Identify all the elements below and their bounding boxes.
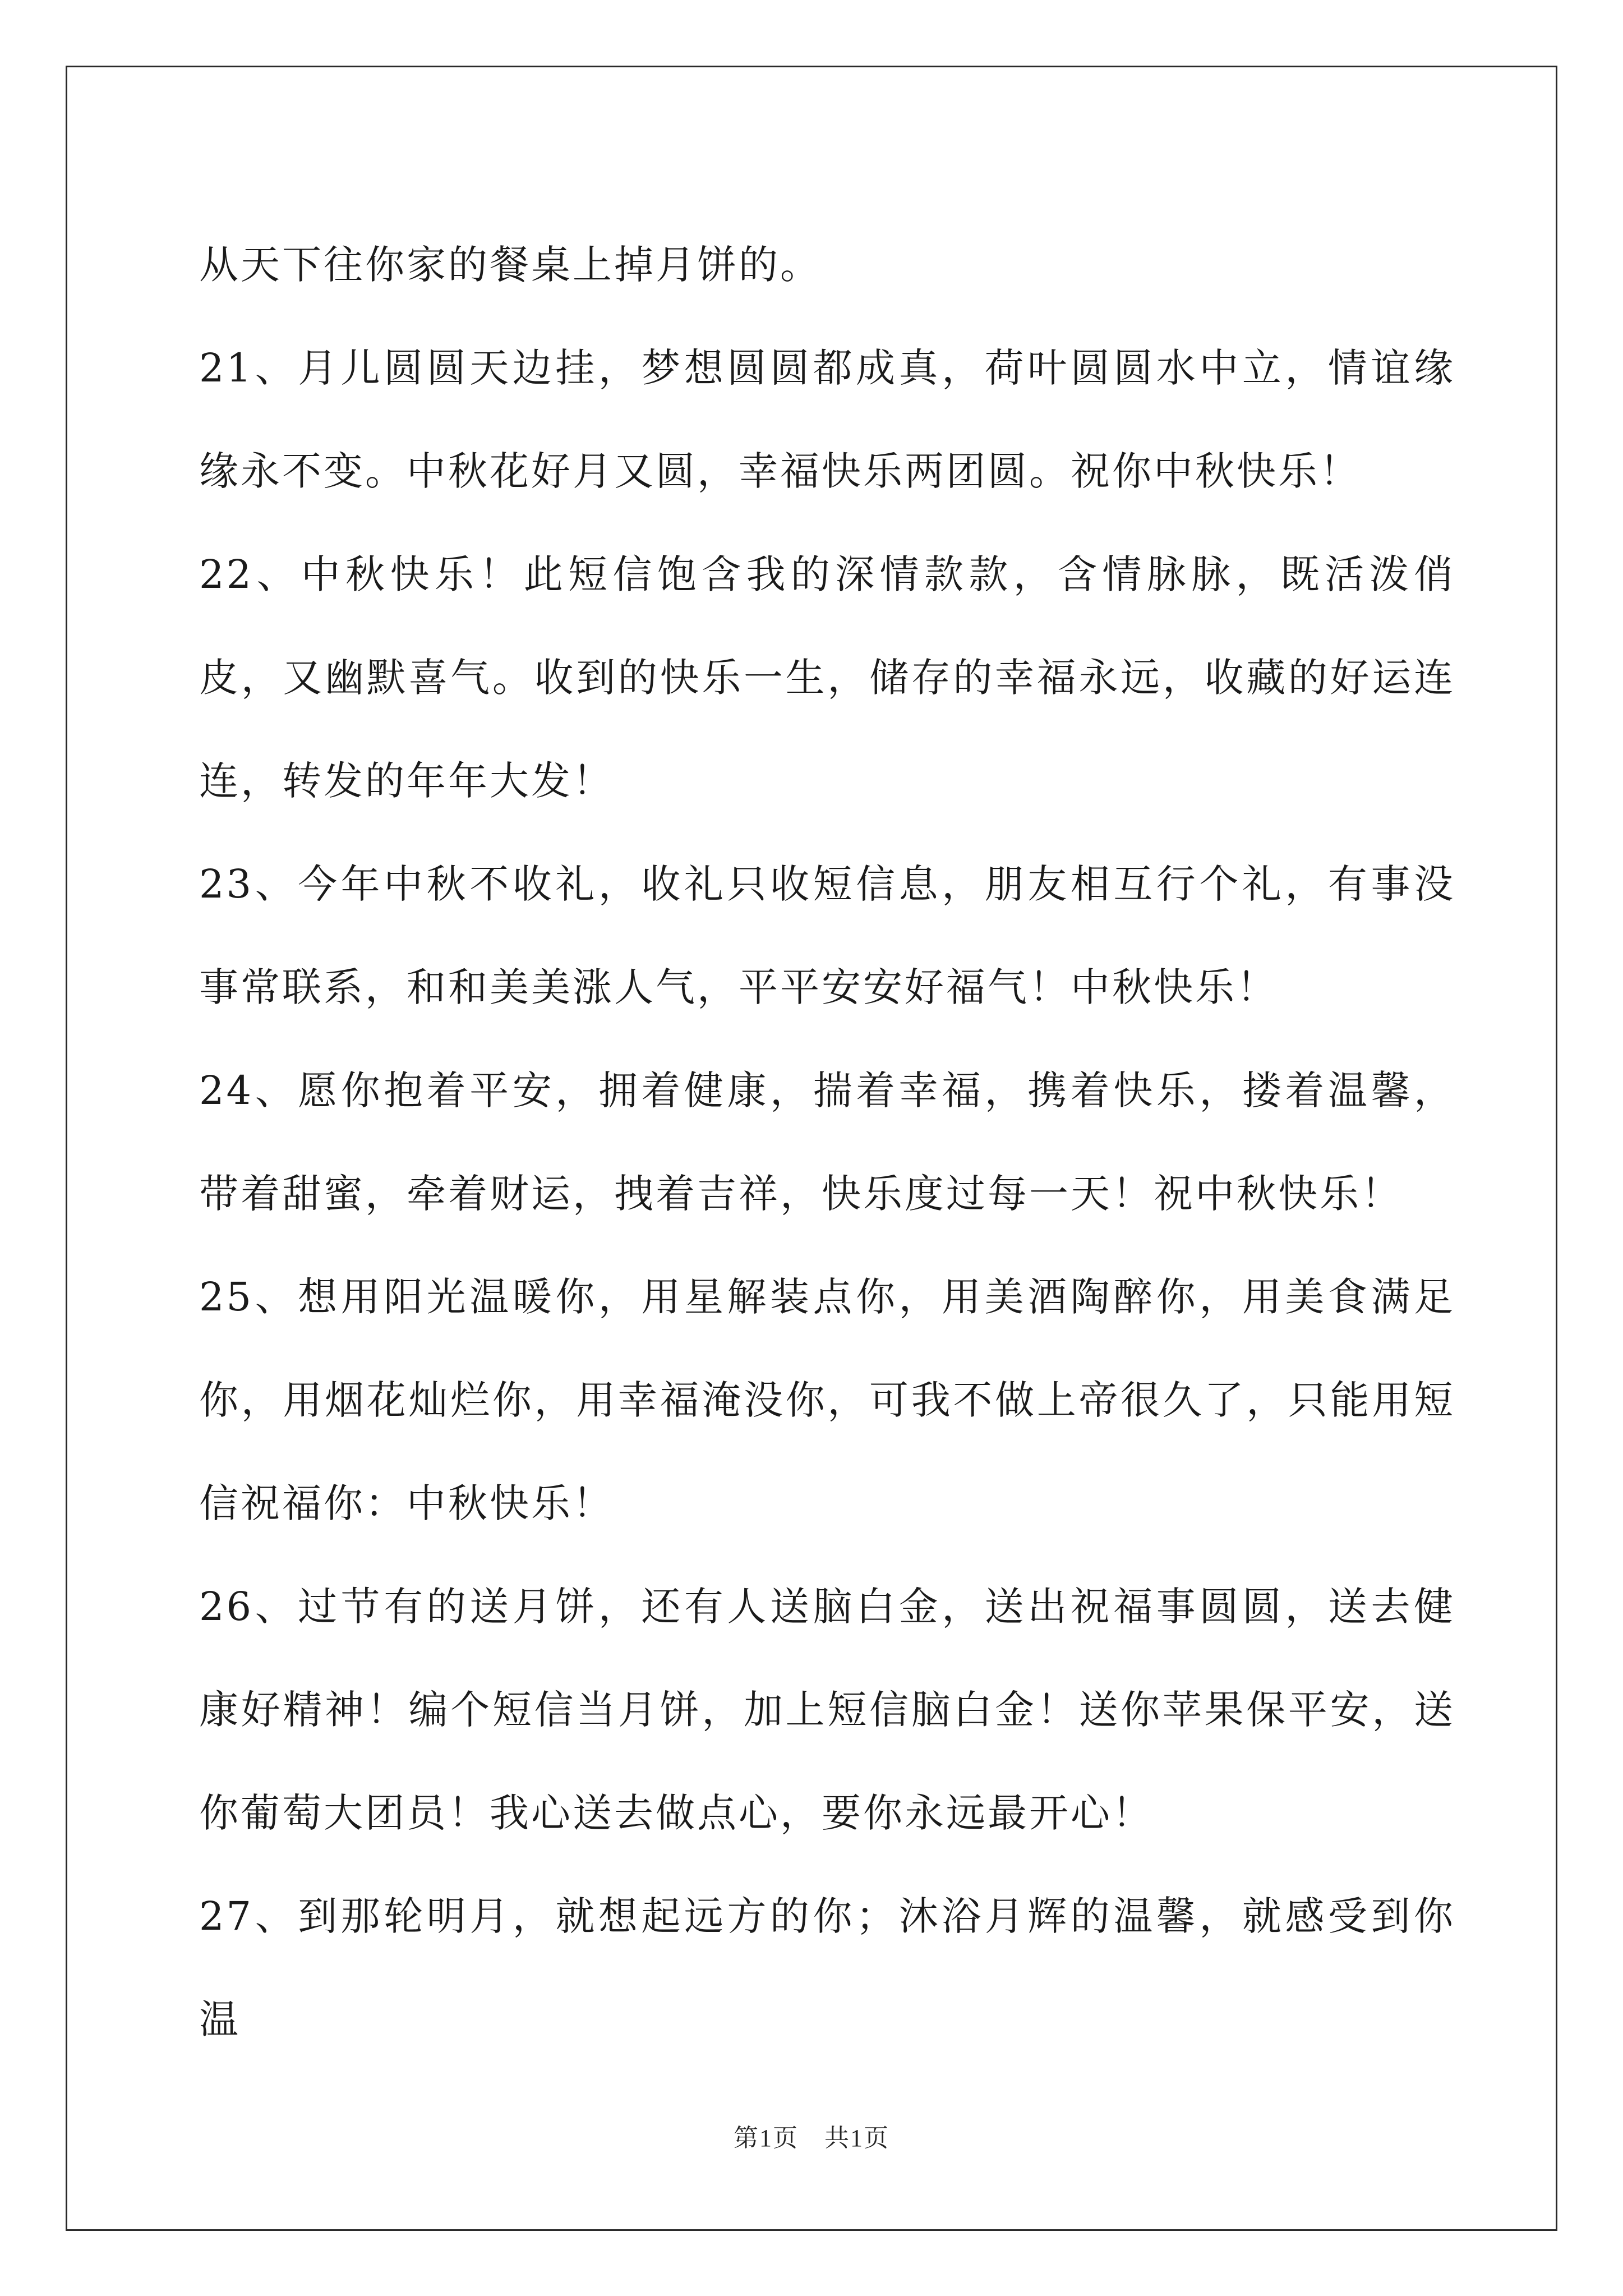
paragraph: 从天下往你家的餐桌上掉月饼的。 [199,242,822,288]
document-body [199,213,1455,2071]
paragraph: 23、今年中秋不收礼，收礼只收短信息，朋友相互行个礼，有事没事常联系，和和美美涨人气，平平安安好福气！中秋快乐！ [199,861,1455,1010]
paragraph: 24、愿你抱着平安，拥着健康，揣着幸福，携着快乐，搂着温馨，带着甜蜜，牵着财运，拽着吉祥，快乐度过每一天！祝中秋快乐！ [199,1068,1455,1217]
paragraph: 21、月儿圆圆天边挂，梦想圆圆都成真，荷叶圆圆水中立，情谊缘缘永不变。中秋花好月又圆，幸福快乐两团圆。祝你中秋快乐！ [199,345,1455,494]
paragraph: 26、过节有的送月饼，还有人送脑白金，送出祝福事圆圆，送去健康好精神！编个短信当月饼，加上短信脑白金！送你苹果保平安，送你葡萄大团员！我心送去做点心，要你永远最开心！ [199,1584,1455,1836]
paragraph: 22、中秋快乐！此短信饱含我的深情款款，含情脉脉，既活泼俏皮，又幽默喜气。收到的快乐一生，储存的幸福永远，收藏的好运连连，转发的年年大发！ [199,551,1455,804]
page-footer: 第1页 共1页 [734,2124,889,2152]
paragraph: 25、想用阳光温暖你，用星解装点你，用美酒陶醉你，用美食满足你，用烟花灿烂你，用幸福淹没你，可我不做上帝很久了，只能用短信祝福你：中秋快乐！ [199,1274,1455,1526]
paragraph: 27、到那轮明月，就想起远方的你；沐浴月辉的温馨，就感受到你温 [199,1893,1455,2042]
